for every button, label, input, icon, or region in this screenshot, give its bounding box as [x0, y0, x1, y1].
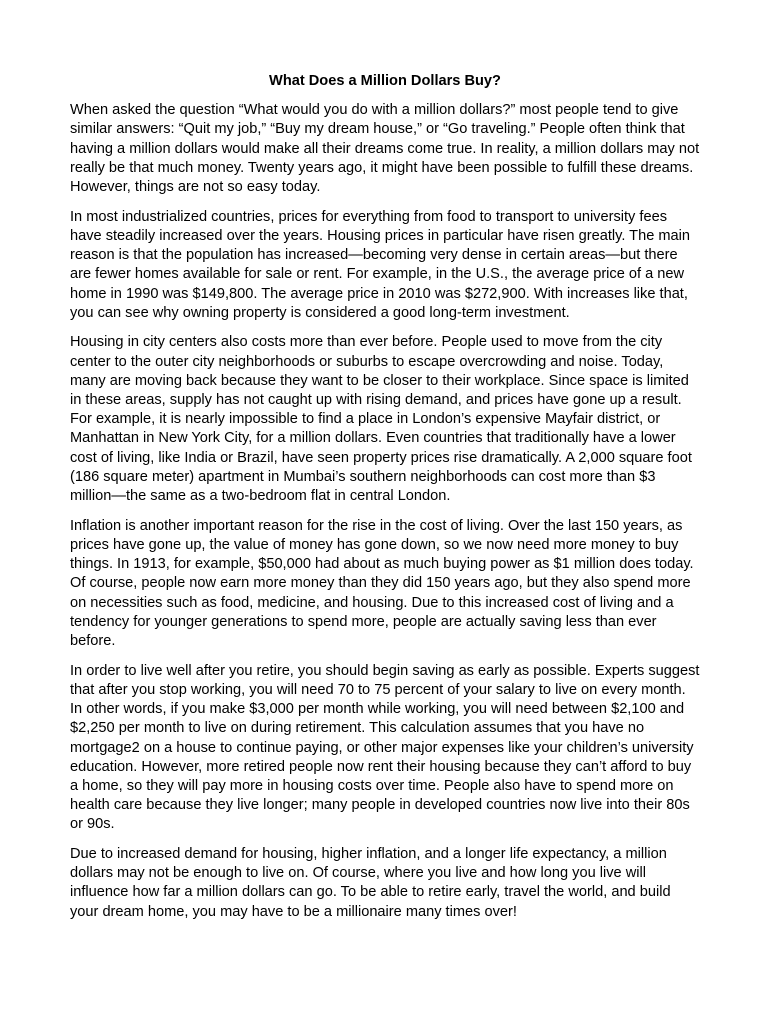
paragraph-5: In order to live well after you retire, you should begin saving as early as possible. Experts suggest that after you stop working, you will need 70 to 75 percent of your salary to live on every month. In other words, if you make $3,000 per month while working, you will need between $2,100 and $2,250 per month to live on during retirement. This calculation assumes that you have no mortgage2 on a house to continue paying, or other major expenses like your children’s university education. However, more retired people now rent their housing because they can’t afford to buy a home, so they will pay more in housing costs over time. People also have to spend more on health care because they live longer; many people in developed countries now live into their 80s or 90s. [70, 662, 700, 833]
paragraph-3: Housing in city centers also costs more than ever before. People used to move from the city center to the outer city neighborhoods or suburbs to escape overcrowding and noise. Today, many are moving back because they want to be closer to their workplace. Since space is limited in these areas, supply has not caught up with rising demand, and prices have gone up a result. For example, it is nearly impossible to find a place in London’s expensive Mayfair district, or Manhattan in New York City, for a million dollars. Even countries that traditionally have a lower cost of living, like India or Brazil, have seen property prices rise dramatically. A 2,000 square foot (186 square meter) apartment in Mumbai’s southern neighborhoods can cost more than $3 million—the same as a two-bedroom flat in central London. [70, 334, 692, 505]
document-title: What Does a Million Dollars Buy? [269, 73, 501, 89]
paragraph-6: Due to increased demand for housing, higher inflation, and a longer life expectancy, a million dollars may not be enough to live on. Of course, where you live and how long you live will influence how far a million dollars can go. To be able to retire early, travel the world, and build your dream home, you may have to be a millionaire many times over! [70, 846, 671, 920]
paragraph-1: When asked the question “What would you do with a million dollars?” most people tend to give similar answers: “Quit my job,” “Buy my dream house,” or “Go traveling.” People often think that having a million dollars would make all their dreams come true. In reality, a million dollars may not really be that much money. Twenty years ago, it might have been possible to fulfill these dreams. However, things are not so easy today. [70, 102, 700, 196]
paragraph-4: Inflation is another important reason for the rise in the cost of living. Over the last 150 years, as prices have gone up, the value of money has gone down, so we now need more money to buy things. In 1913, for example, $50,000 had about as much buying power as $1 million does today. Of course, people now earn more money than they did 150 years ago, but they also spend more on necessities such as food, medicine, and housing. Due to this increased cost of living and a tendency for younger generations to spend more, people are actually saving less than ever before. [70, 517, 694, 649]
document-page [70, 72, 700, 932]
paragraph-2: In most industrialized countries, prices for everything from food to transport to university fees have steadily increased over the years. Housing prices in particular have risen greatly. The main reason is that the population has increased—becoming very dense in certain areas—but there are fewer homes available for sale or rent. For example, in the U.S., the average price of a new home in 1990 was $149,800. The average price in 2010 was $272,900. With increases like that, you can see why owning property is considered a good long-term investment. [70, 208, 691, 321]
